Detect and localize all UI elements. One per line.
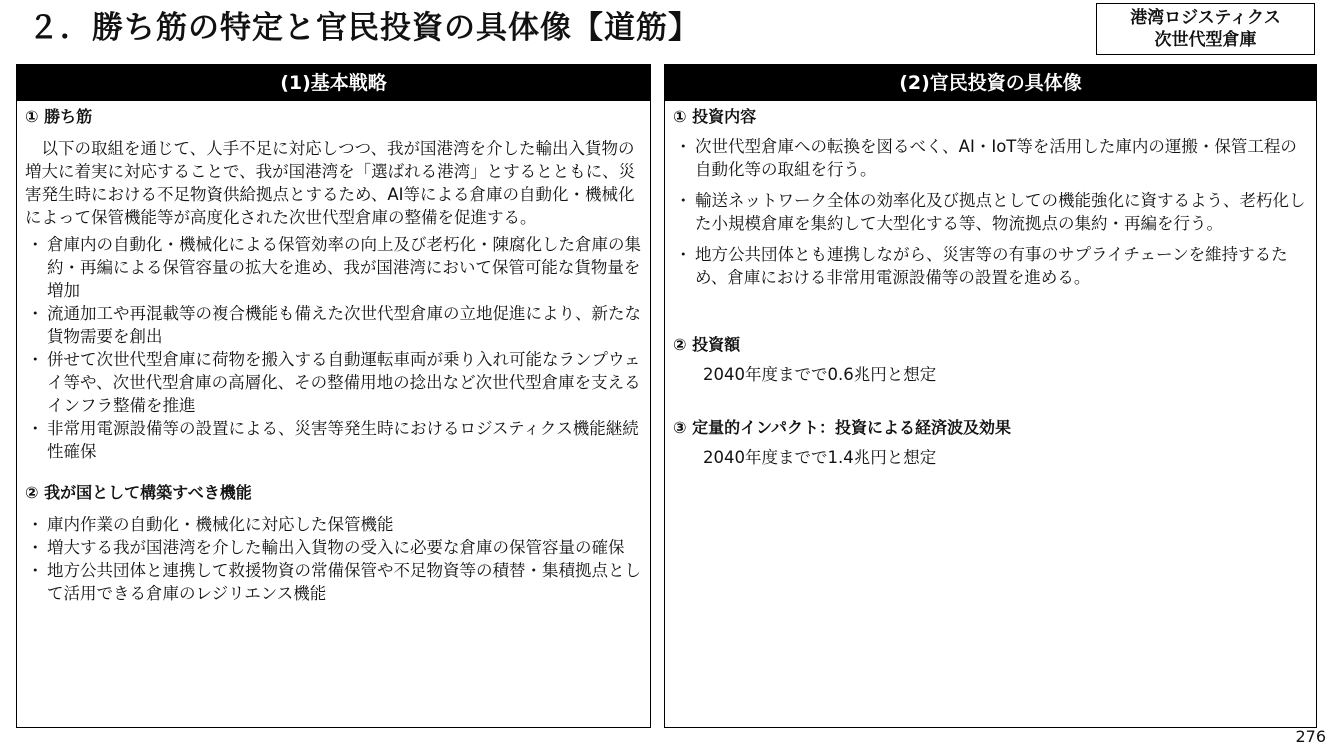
bullet-mark: ・ [675,245,692,264]
bullet-mark: ・ [27,350,44,369]
investment-panel [664,64,1317,728]
investment-content-heading: ① 投資内容 [673,107,757,126]
bullet-mark: ・ [27,538,44,557]
winning-path-bullets [17,233,650,463]
investment-header: (2)官民投資の具体像 [665,65,1316,101]
topic-tag-line2: 次世代型倉庫 [1154,30,1257,50]
list-item-text: 併せて次世代型倉庫に荷物を搬入する自動運転車両が乗り入れ可能なランプウェイ等や、次世代型倉庫の高層化、その整備用地の捻出など次世代型倉庫を支えるインフラ整備を推進 [47,350,641,415]
list-item [17,559,650,605]
economic-impact-value: 2040年度までで1.4兆円と想定 [703,448,937,467]
investment-amount-value: 2040年度までで0.6兆円と想定 [703,365,937,384]
winning-path-heading: ① 勝ち筋 [25,107,93,126]
functions-heading: ② 我が国として構築すべき機能 [25,483,252,502]
list-item-text: 庫内作業の自動化・機械化に対応した保管機能 [47,515,394,534]
page-title: ２．勝ち筋の特定と官民投資の具体像【道筋】 [28,10,700,46]
investment-content-bullets [665,135,1316,289]
bullet-mark: ・ [27,304,44,323]
bullet-mark: ・ [27,419,44,438]
list-item [665,135,1316,181]
list-item-text: 倉庫内の自動化・機械化による保管効率の向上及び老朽化・陳腐化した倉庫の集約・再編による保管容量の拡大を進め、我が国港湾において保管可能な貨物量を増加 [47,235,641,300]
list-item [665,243,1316,289]
list-item [17,417,650,463]
economic-impact-heading: ③ 定量的インパクト：投資による経済波及効果 [673,418,1011,437]
page-number: 276 [1295,727,1326,746]
basic-strategy-panel [16,64,651,728]
bullet-mark: ・ [27,515,44,534]
basic-strategy-header: (1)基本戦略 [17,65,650,101]
topic-tag [1096,3,1315,55]
list-item [17,513,650,536]
bullet-mark: ・ [675,191,692,210]
list-item [17,233,650,302]
list-item-text: 流通加工や再混載等の複合機能も備えた次世代型倉庫の立地促進により、新たな貨物需要を創出 [47,304,641,346]
bullet-mark: ・ [27,561,44,580]
list-item-text: 地方公共団体とも連携しながら、災害等の有事のサプライチェーンを維持するため、倉庫における非常用電源設備等の設置を進める。 [695,245,1288,287]
list-item [17,536,650,559]
list-item [17,302,650,348]
list-item-text: 輸送ネットワーク全体の効率化及び拠点としての機能強化に資するよう、老朽化した小規模倉庫を集約して大型化する等、物流拠点の集約・再編を行う。 [695,191,1306,233]
list-item-text: 増大する我が国港湾を介した輸出入貨物の受入に必要な倉庫の保管容量の確保 [47,538,625,557]
topic-tag-line1: 港湾ロジスティクス [1130,8,1281,28]
list-item-text: 地方公共団体と連携して救援物資の常備保管や不足物資等の積替・集積拠点として活用できる倉庫のレジリエンス機能 [47,561,641,603]
list-item [17,348,650,417]
list-item-text: 非常用電源設備等の設置による、災害等発生時におけるロジスティクス機能継続性確保 [47,419,639,461]
list-item-text: 次世代型倉庫への転換を図るべく、AI・IoT等を活用した庫内の運搬・保管工程の自動化等の取組を行う。 [695,137,1297,179]
bullet-mark: ・ [675,137,692,156]
list-item [665,189,1316,235]
bullet-mark: ・ [27,235,44,254]
investment-amount-heading: ② 投資額 [673,335,741,354]
functions-bullets [17,513,650,605]
winning-path-paragraph: 以下の取組を通じて、人手不足に対応しつつ、我が国港湾を介した輸出入貨物の増大に着実に対応することで、我が国港湾を「選ばれる港湾」とするとともに、災害発生時における不足物資供給拠点とするため、AI等による倉庫の自動化・機械化によって保管機能等が高度化された次世代型倉庫の整備を促進する。 [25,139,636,227]
